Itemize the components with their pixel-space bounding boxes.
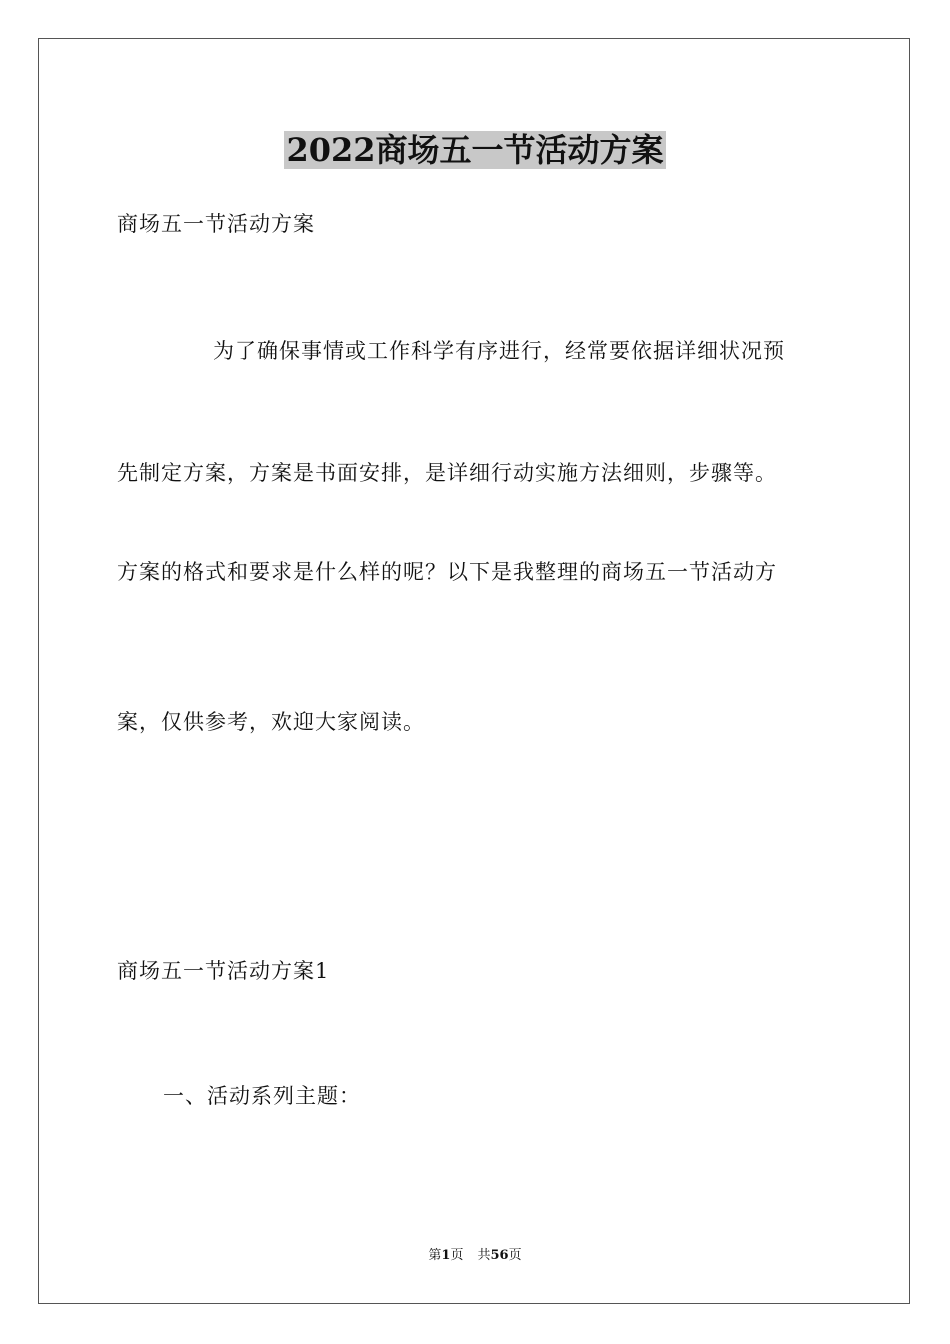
- footer-page-suffix: 页: [450, 1248, 464, 1263]
- section-item: 一、活动系列主题：: [163, 1084, 361, 1108]
- intro-paragraph-line-1: 为了确保事情或工作科学有序进行，经常要依据详细状况预: [213, 339, 785, 363]
- footer-page-number: 1: [441, 1248, 451, 1263]
- footer-total-pages: 56: [490, 1248, 509, 1263]
- intro-paragraph-line-3: 方案的格式和要求是什么样的呢？以下是我整理的商场五一节活动方: [117, 560, 777, 584]
- page-footer: [0, 1247, 950, 1265]
- document-subtitle: 商场五一节活动方案: [117, 212, 315, 236]
- intro-paragraph-line-4: 案，仅供参考，欢迎大家阅读。: [117, 710, 425, 734]
- intro-paragraph-line-2: 先制定方案，方案是书面安排，是详细行动实施方法细则，步骤等。: [117, 461, 777, 485]
- footer-total-suffix: 页: [508, 1248, 522, 1263]
- document-title: [0, 128, 950, 172]
- document-title-text: 2022商场五一节活动方案: [286, 131, 664, 169]
- footer-page-prefix: 第: [428, 1248, 442, 1263]
- section-heading: 商场五一节活动方案1: [117, 959, 330, 983]
- footer-total-prefix: 共: [477, 1248, 491, 1263]
